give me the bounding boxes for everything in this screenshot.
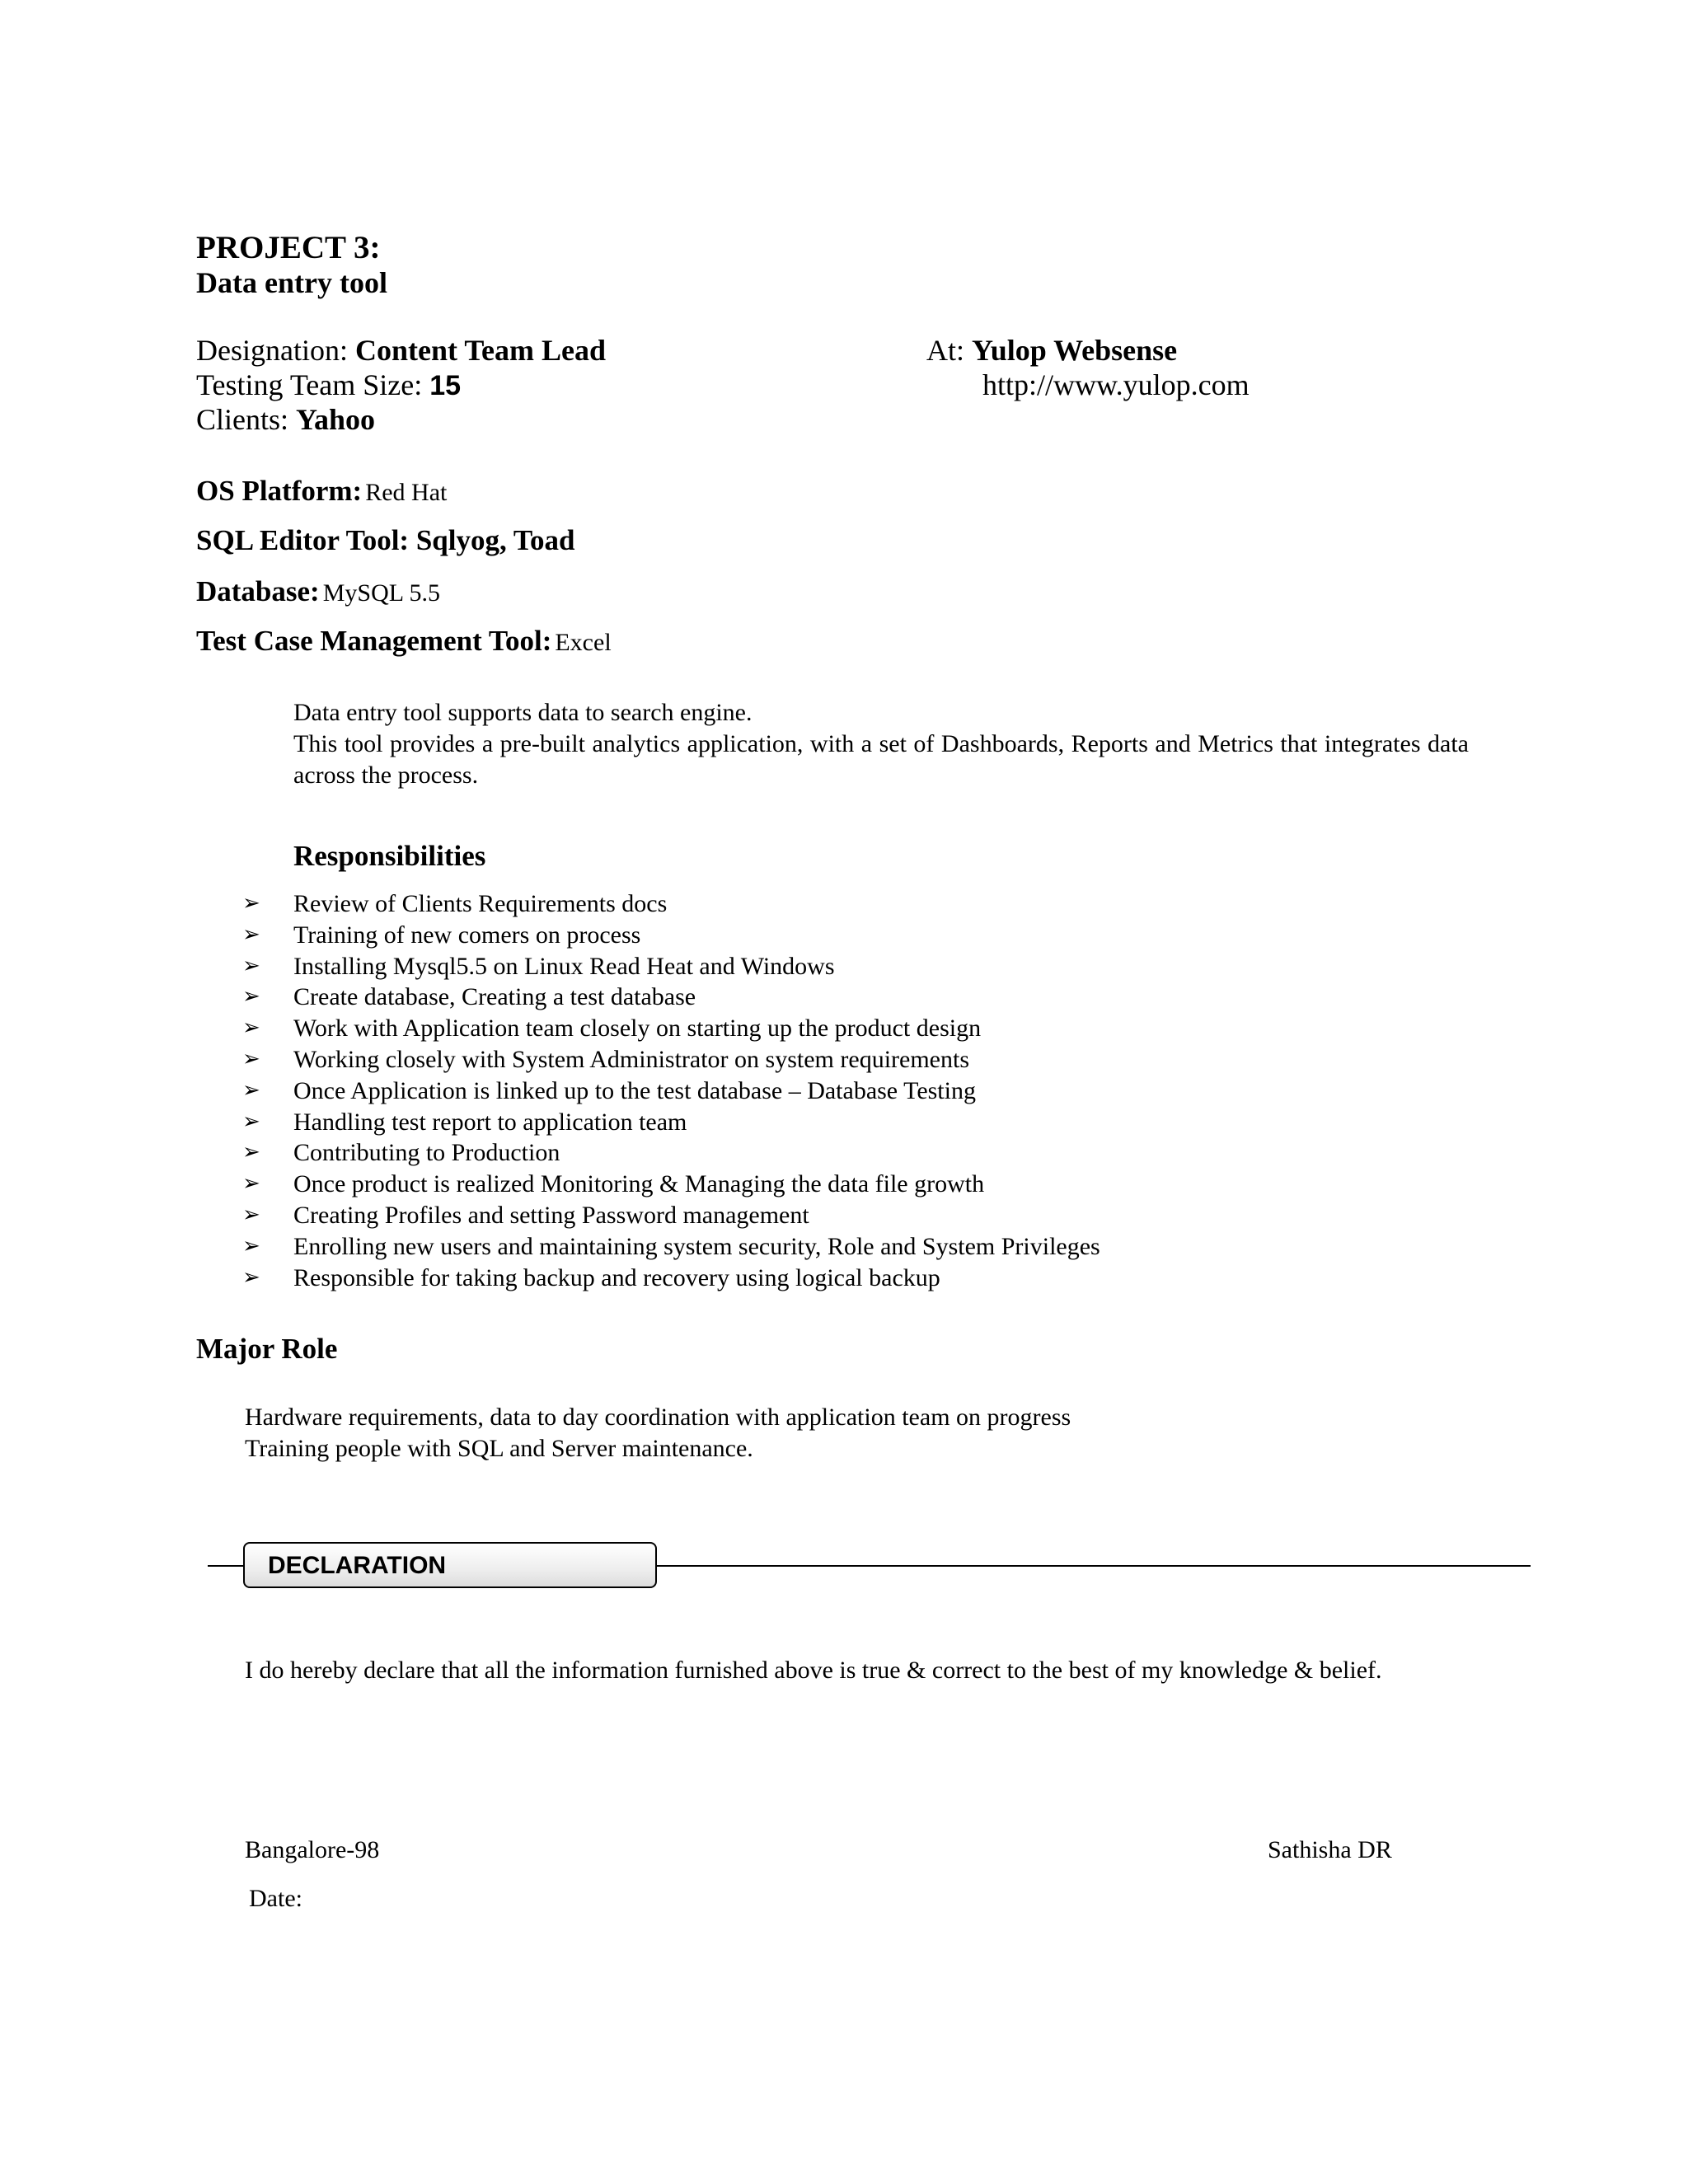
- arrow-bullet-icon: ➢: [242, 1171, 260, 1197]
- sql-editor-line: SQL Editor Tool: Sqlyog, Toad: [196, 524, 575, 556]
- clients-value: Yahoo: [296, 403, 376, 436]
- arrow-bullet-icon: ➢: [242, 1233, 260, 1258]
- project-title: Data entry tool: [196, 266, 387, 299]
- designation-label: Designation:: [196, 334, 348, 367]
- major-role-line-2: Training people with SQL and Server maintenance.: [245, 1435, 753, 1462]
- arrow-bullet-icon: ➢: [242, 1108, 260, 1134]
- at-label: At:: [926, 334, 965, 367]
- description-line-1: Data entry tool supports data to search engine.: [293, 699, 753, 726]
- declaration-text: I do hereby declare that all the information furnished above is true & correct to the best of my knowledge & belief.: [245, 1657, 1382, 1684]
- designation-line: [196, 333, 606, 368]
- database-value: MySQL 5.5: [322, 579, 440, 607]
- clients-line: [196, 402, 375, 437]
- arrow-bullet-icon: ➢: [242, 1264, 260, 1290]
- declaration-label: DECLARATION: [268, 1552, 447, 1579]
- declaration-rule-right: [657, 1565, 1531, 1567]
- database-label: Database:: [196, 575, 320, 607]
- database-line: [196, 575, 440, 608]
- signature-name: Sathisha DR: [1268, 1836, 1392, 1863]
- major-role-line-1: Hardware requirements, data to day coordination with application team on progress: [245, 1404, 1071, 1431]
- test-case-tool-label: Test Case Management Tool:: [196, 625, 552, 657]
- arrow-bullet-icon: ➢: [242, 1015, 260, 1041]
- date-label: Date:: [249, 1885, 302, 1912]
- os-platform-line: [196, 475, 447, 508]
- test-case-tool-line: [196, 625, 612, 658]
- arrow-bullet-icon: ➢: [242, 984, 260, 1010]
- company-line: [926, 333, 1177, 368]
- test-case-tool-value: Excel: [555, 629, 612, 656]
- responsibilities-heading: Responsibilities: [293, 840, 486, 872]
- arrow-bullet-icon: ➢: [242, 1202, 260, 1227]
- team-size-label: Testing Team Size:: [196, 368, 423, 401]
- arrow-bullet-icon: ➢: [242, 921, 260, 947]
- place: Bangalore-98: [245, 1836, 380, 1863]
- team-size-value: 15: [429, 370, 462, 401]
- arrow-bullet-icon: ➢: [242, 1046, 260, 1071]
- arrow-bullet-icon: ➢: [242, 1140, 260, 1165]
- designation-value: Content Team Lead: [354, 334, 607, 367]
- company-url: http://www.yulop.com: [982, 368, 1250, 401]
- company-name: Yulop Websense: [972, 334, 1178, 367]
- declaration-rule-left: [208, 1565, 245, 1567]
- arrow-bullet-icon: ➢: [242, 1077, 260, 1103]
- project-heading: PROJECT 3:: [196, 230, 381, 265]
- clients-label: Clients:: [196, 403, 289, 436]
- os-value: Red Hat: [365, 479, 448, 506]
- major-role-heading: Major Role: [196, 1333, 338, 1365]
- declaration-header-box: [243, 1542, 657, 1588]
- arrow-bullet-icon: ➢: [242, 891, 260, 916]
- arrow-bullet-icon: ➢: [242, 953, 260, 978]
- team-size-line: [196, 368, 461, 402]
- os-label: OS Platform:: [196, 475, 363, 507]
- description-paragraph: This tool provides a pre-built analytics application, with a set of Dashboards, Reports and Metrics that integrates data across the process.: [293, 730, 1469, 789]
